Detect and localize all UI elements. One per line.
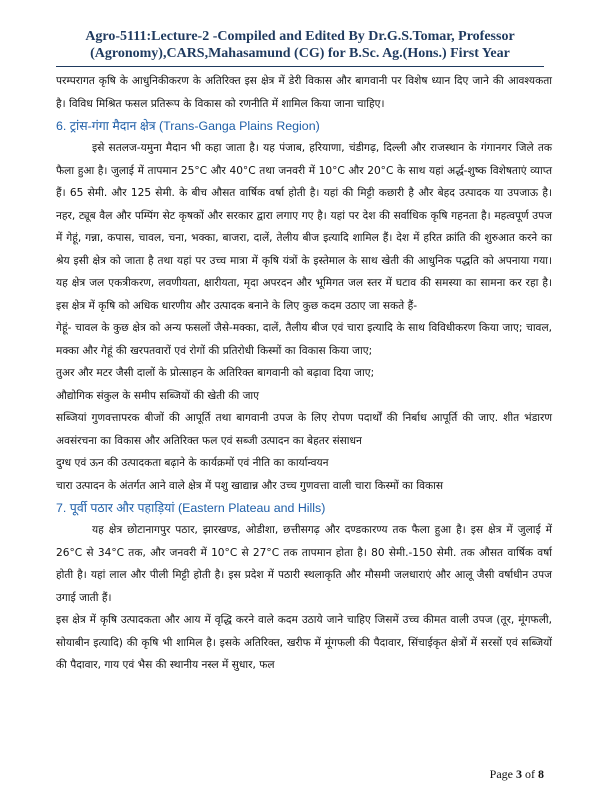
section-6-point: गेहूं- चावल के कुछ क्षेत्र को अन्य फसलों जैसे-मक्का, दालें, तैलीय बीज एवं चारा इत्यादि के साथ विविधीकरण किया जाए; चावल, मक्का और गेहूं की खरपतवारों एवं रोगों की प्रतिरोधी किस्मों का विकास किया जाए; [56,322,552,357]
intro-paragraph: परम्परागत कृषि के आधुनिकीकरण के अतिरिक्त इस क्षेत्र में डेरी विकास और बागवानी पर विशेष ध्यान दिए जाने की आवश्यकता है। विविध मिश्रित फसल प्रतिरूप के विकास को रणनीति में शामिल किया जाना चाहिए। [56,75,552,110]
section-7-paragraph: यह क्षेत्र छोटानागपुर पठार, झारखण्ड, ओडीशा, छत्तीसगढ़ और दण्डकारण्य तक फैला हुआ है। इस क्षेत्र में जुलाई में 26°C से 34°C तक, और जनवरी में 10°C से 27°C तक तापमान होता है। 80 सेमी.-150 सेमी. तक औसत वार्षिक वर्षा होती है। यहां लाल और पीली मिट्टी होती है। इस प्रदेश में पठारी स्थलाकृति और मौसमी जलधाराएं और आलू जैसी वर्षाधीन उपज उगाई जाती हैं। [56,524,552,604]
header-divider [56,66,544,67]
section-7-title: 7. पूर्वी पठार और पहाड़ियां (Eastern Plateau and Hills) [56,501,326,515]
section-6-title: 6. ट्रांस-गंगा मैदान क्षेत्र (Trans-Ganga Plains Region) [56,119,320,133]
page-label: Page [489,767,513,781]
section-6-point: औद्योगिक संकुल के समीप सब्जियों की खेती की जाए [56,389,260,402]
page-content [56,70,552,760]
current-page: 3 [516,767,522,781]
header-line-1: Agro-5111:Lecture-2 -Compiled and Edited By Dr.G.S.Tomar, Professor [85,29,515,44]
header-line-2: (Agronomy),CARS,Mahasamund (CG) for B.Sc. Ag.(Hons.) First Year [90,46,510,61]
section-7-paragraph-2: इस क्षेत्र में कृषि उत्पादकता और आय में वृद्धि करने वाले कदम उठाये जाने चाहिए जिसमें उच्च कीमत वाली उपज (तूर, मूंगफली, सोयाबीन इत्यादि) की कृषि भी शामिल है। इसके अतिरिक्त, खरीफ में मूंगफली की पैदावार, सिंचाईकृत क्षेत्रों में सरसों एवं सब्जियों की पैदावार, गाय एवं भैस की स्थानीय नस्ल में सुधार, फल [56,614,552,671]
page-of-label: of [525,767,535,781]
section-6-point: सब्जियां गुणवत्तापरक बीजों की आपूर्ति तथा बागवानी उपज के लिए रोपण पदार्थों की निर्बाध आपूर्ति की जाए. शीत भंडारण अवसंरचना का विकास और अतिरिक्त फल एवं सब्जी उत्पादन का बेहतर संसाधन [56,412,552,447]
page-header [40,28,560,62]
section-6-point: दुग्ध एवं ऊन की उत्पादकता बढ़ाने के कार्यक्रमों एवं नीति का कार्यान्वयन [56,457,329,469]
section-6-point: तुअर और मटर जैसी दालों के प्रोत्साहन के अतिरिक्त बागवानी को बढ़ावा दिया जाए; [56,367,375,379]
total-pages: 8 [538,767,544,781]
section-6-paragraph: इसे सतलज-यमुना मैदान भी कहा जाता है। यह पंजाब, हरियाणा, चंडीगढ़, दिल्ली और राजस्थान के गंगानगर जिले तक फैला हुआ है। जुलाई में तापमान 25°C और 40°C तथा जनवरी में 10°C और 20°C के साथ यहां अर्द्ध-शुष्क विशेषताएं व्याप्त हैं। 65 सेमी. और 125 सेमी. के बीच औसत वार्षिक वर्षा होती है। यहां की मिट्टी कछारी है और बेहद उत्पादक या उपजाऊ है। नहर, ट्यूब वैल और पम्पिंग सेट कृषकों और सरकार द्वारा लगाए गए है। यहां पर देश की सर्वाधिक कृषि गहनता है। महत्वपूर्ण उपज में गेहूं, गन्ना, कपास, चावल, चना, भक्का, बाजरा, दालें, तेलीय बीज इत्यादि शामिल हैं। देश में हरित क्रांति की शुरुआत करने का श्रेय इसी क्षेत्र को जाता है तथा यहां पर उच्च मात्रा में कृषि यंत्रों के इस्तेमाल के साथ खेती की आधुनिक पद्धति को अपनाया गया। यह क्षेत्र जल एकत्रीकरण, लवणीयता, क्षारीयता, मृदा अपरदन और भूमिगत जल स्तर में घटाव की समस्या का सामना कर रहा है। इस क्षेत्र में कृषि को अधिक धारणीय और उत्पादक बनाने के लिए कुछ कदम उठाए जा सकते हैं- [56,142,552,312]
page-number [490,767,544,782]
section-6-point: चारा उत्पादन के अंतर्गत आने वाले क्षेत्र में पशु खाद्यान्न और उच्च गुणवत्ता वाली चारा किस्मों का विकास [56,479,444,492]
